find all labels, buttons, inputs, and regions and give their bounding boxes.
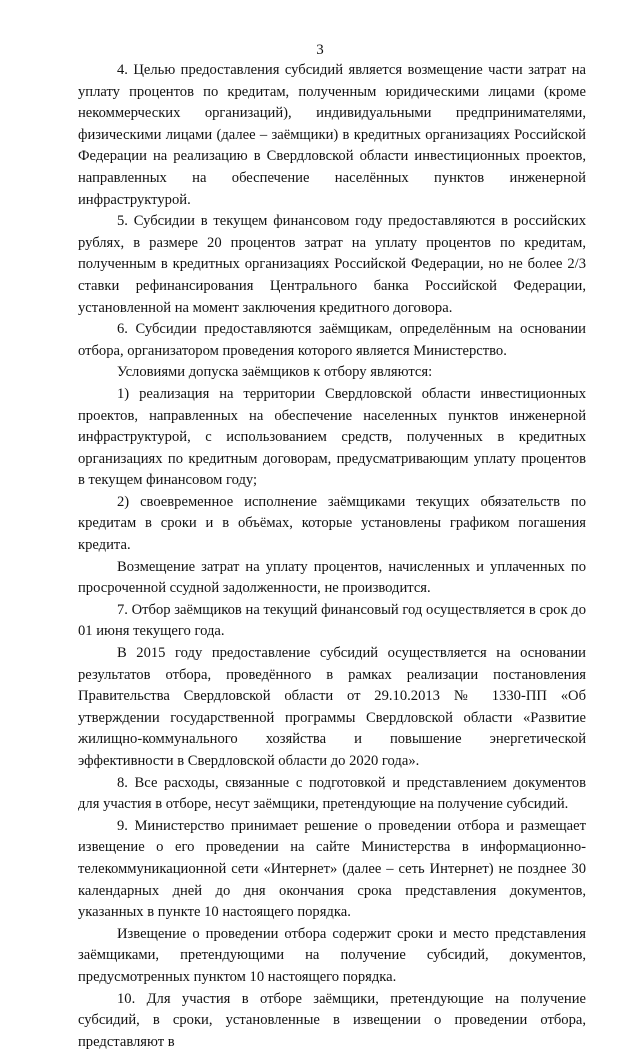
page-number: 3 [316,42,324,58]
paragraph-2015-subsidies: В 2015 году предоставление субсидий осуществляется на основании результатов отбора, проведённого в рамках реализации постановления Правительства Свердловской области от 29.10.2013 № 1330-ПП «Об утверждении государственной программы Свердловской области «Развитие жилищно-коммунального хозяйства и повышение энергетической эффективности в Свердловской области до 2020 года». [78,645,586,769]
paragraph-8-expenses: 8. Все расходы, связанные с подготовкой и представлением документов для участия в отборе, несут заёмщики, претендующие на получение субсидий. [78,774,586,813]
paragraph-condition-1: 1) реализация на территории Свердловской области инвестиционных проектов, направленных на обеспечение населенных пунктов инженерной инфраструктурой, с использованием средств, полученных в кредитных организациях по кредитным договорам, предусматривающим уплату процентов в текущем финансовом году; [78,385,586,489]
paragraph-5-subsidy-terms: 5. Субсидии в текущем финансовом году предоставляются в российских рублях, в размере 20 процентов затрат на уплату процентов по кредитам, полученным в кредитных организациях Российской Федерации, но не более 2/3 ставки рефинансирования Центрального банка Российской Федерации, установленной на момент заключения кредитного договора. [78,213,586,316]
paragraph-4-purpose: 4. Целью предоставления субсидий является возмещение части затрат на уплату процентов по кредитам, полученным юридическими лицами (кроме некоммерческих организаций), индивидуальными предпринимателями, физическими лицами (далее – заёмщики) в кредитных организациях Российской Федерации на реализацию в Свердловской области инвестиционных проектов, направленных на обеспечение населённых пунктов инженерной инфраструктурой. [78,62,586,208]
paragraph-6-selection: 6. Субсидии предоставляются заёмщикам, определённым на основании отбора, организатором проведения которого является Министерство. [78,321,586,359]
paragraph-admission-conditions: Условиями допуска заёмщиков к отбору являются: [117,364,433,381]
paragraph-9-notice: 9. Министерство принимает решение о проведении отбора и размещает извещение о его проведении на сайте Министерства в информационно-телекоммуникационной сети «Интернет» (далее – сеть Интернет) не позднее 30 календарных дней до дня окончания срока представления документов, указанных в пункте 10 настоящего порядка. [78,817,586,921]
paragraph-overdue-interest: Возмещение затрат на уплату процентов, начисленных и уплаченных по просроченной ссудной задолженности, не производится. [78,558,586,597]
paragraph-condition-2: 2) своевременное исполнение заёмщиками текущих обязательств по кредитам в сроки и в объёмах, которые установлены графиком погашения кредита. [78,493,586,554]
paragraph-10-documents: 10. Для участия в отборе заёмщики, претендующие на получение субсидий, в сроки, установленные в извещении о проведении отбора, представляют в [78,990,586,1050]
paragraph-7-selection-deadline: 7. Отбор заёмщиков на текущий финансовый год осуществляется в срок до 01 июня текущего года. [78,601,586,640]
document-body [78,60,586,1053]
paragraph-notice-contents: Извещение о проведении отбора содержит сроки и место представления заёмщиками, претендующими на получение субсидий, документов, предусмотренных пунктом 10 настоящего порядка. [78,925,586,985]
